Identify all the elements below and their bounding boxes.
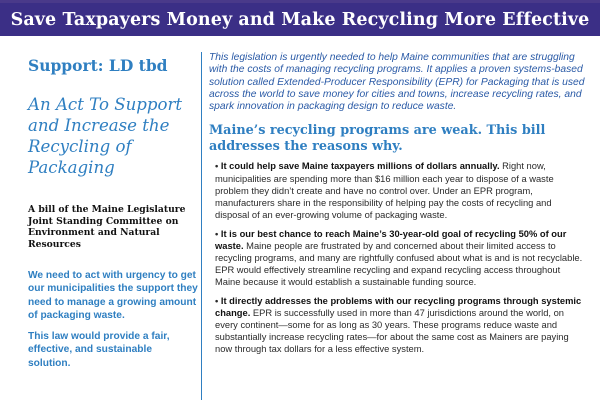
- banner-title: Save Taxpayers Money and Make Recycling More Effective: [10, 9, 590, 30]
- left-column: [0, 36, 200, 400]
- column-divider: [201, 52, 202, 400]
- support-heading: Support: LD tbd: [28, 56, 168, 75]
- bill-sponsor-text: A bill of the Maine Legislature Joint Standing Committee on Environment and Natural Resources: [28, 204, 186, 250]
- solution-statement: This law would provide a fair, effective, and sustainable solution.: [28, 331, 170, 369]
- bullet-lead: It is our best chance to reach Maine’s 30-year-old goal of recycling 50% of our waste.: [215, 228, 567, 251]
- right-column: [209, 52, 587, 356]
- bullet-text: Maine people are frustrated by and concerned about their limited access to recycling programs, and many are rightfully confused about what is and is not recyclable. EPR would effectively streamline recycling and expand recycling access throughout Maine because it would establish a sustainable funding source.: [215, 240, 583, 288]
- bullet-dot-icon: •: [215, 295, 221, 306]
- bullet-item: [209, 295, 587, 356]
- urgency-statement: We need to act with urgency to get our municipalities the support they need to manage a growing amount of packaging waste.: [28, 270, 198, 321]
- bullet-lead: It directly addresses the problems with our recycling programs through systemic change.: [215, 295, 582, 318]
- section-heading: Maine’s recycling programs are weak. This bill addresses the reasons why.: [209, 123, 546, 154]
- act-title: An Act To Support and Increase the Recycling of Packaging: [28, 95, 183, 177]
- bullet-item: [209, 228, 587, 289]
- bullet-text: EPR is successfully used in more than 47 jurisdictions around the world, on every continent—some for as long as 30 years. These programs reduce waste and substantially increase recycling rates—for about the same cost as Mainers are paying now through tax dollars for a less effective system.: [215, 307, 569, 355]
- bullet-item: [209, 160, 587, 221]
- bullet-lead: It could help save Maine taxpayers millions of dollars annually.: [220, 161, 500, 172]
- intro-paragraph: This legislation is urgently needed to help Maine communities that are struggling with the costs of managing recycling programs. It applies a proven systems-based solution called Extended-Producer Responsibility (EPR) for Packaging that is used across the world to save money for cities and towns, increase recycling rates, and spark innovation in packaging design to reduce waste.: [209, 52, 585, 113]
- bullet-dot-icon: •: [215, 161, 221, 172]
- header-banner: [0, 3, 600, 36]
- bullet-dot-icon: •: [215, 228, 221, 239]
- bullet-text: Right now, municipalities are spending more than $16 million each year to dispose of a waste problem they didn’t create and have no control over. Under an EPR program, manufacturers share in the responsibility of helping pay the costs of recycling and disposal of an ever-growing volume of packaging waste.: [215, 161, 554, 221]
